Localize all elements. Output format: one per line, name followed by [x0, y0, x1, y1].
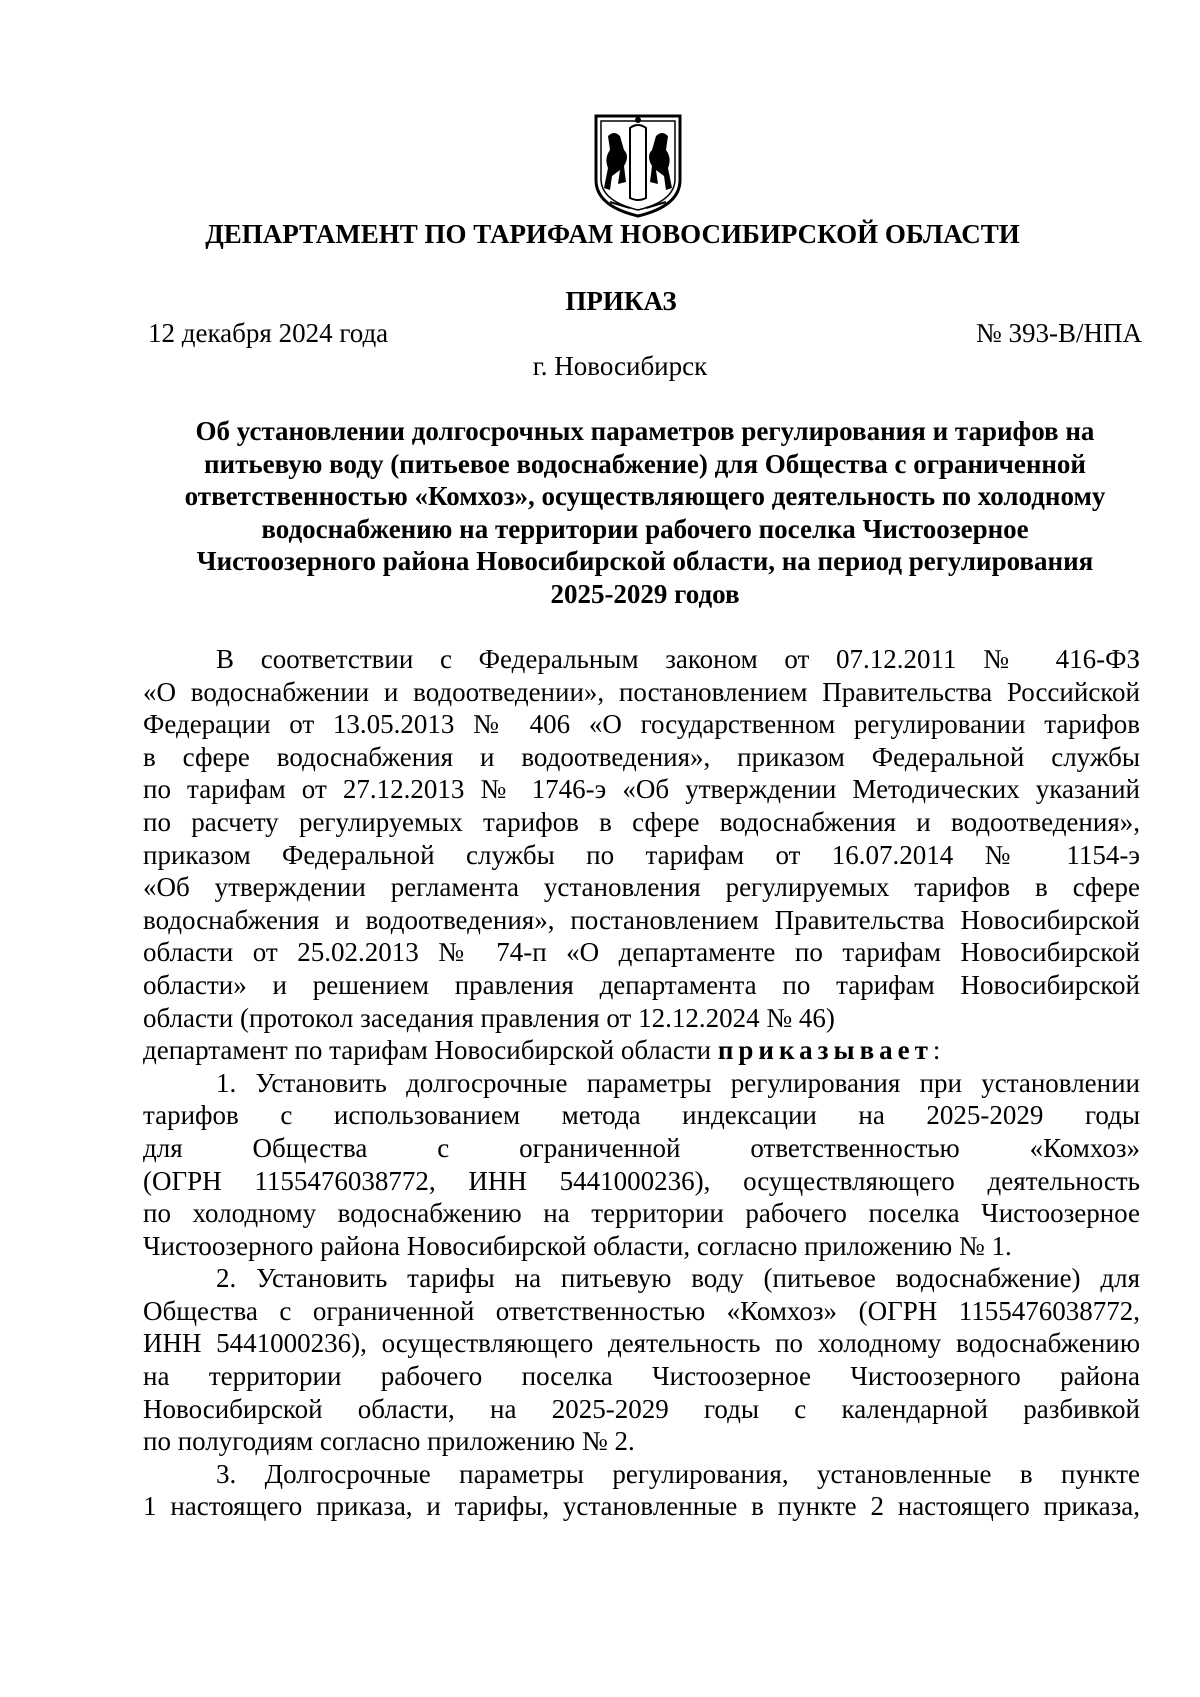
preamble-line: приказом Федеральной службы по тарифам от 16.07.2014 № 1154-э	[143, 839, 1140, 870]
preamble-line: области» и решением правления департамента по тарифам Новосибирской	[143, 969, 1140, 1000]
preamble-line: по тарифам от 27.12.2013 № 1746-э «Об утверждении Методических указаний	[143, 774, 1140, 805]
title-line: ответственностью «Комхоз», осуществляющего деятельность по холодному	[184, 481, 1106, 511]
document-type: ПРИКАЗ	[565, 286, 677, 316]
item1-line: (ОГРН 1155476038772, ИНН 5441000236), осуществляющего деятельность	[143, 1165, 1140, 1196]
item3-line: 3. Долгосрочные параметры регулирования, установленные в пункте	[216, 1458, 1140, 1489]
preamble-line: В соответствии с Федеральным законом от 07.12.2011 № 416-ФЗ	[216, 644, 1140, 674]
item2-line: Новосибирской области, на 2025-2029 годы с календарной разбивкой	[143, 1393, 1140, 1424]
item1-line: тарифов с использованием метода индексации на 2025-2029 годы	[143, 1100, 1140, 1131]
item2-line: 2. Установить тарифы на питьевую воду (питьевое водоснабжение) для	[216, 1263, 1140, 1294]
department-name: ДЕПАРТАМЕНТ ПО ТАРИФАМ НОВОСИБИРСКОЙ ОБЛАСТИ	[205, 219, 1020, 249]
order-number: № 393-В/НПА	[975, 318, 1142, 348]
order-date: 12 декабря 2024 года	[148, 318, 389, 348]
item2-line: на территории рабочего поселка Чистоозерное Чистоозерного района	[143, 1361, 1140, 1392]
title-line: водоснабжению на территории рабочего поселка Чистоозерное	[261, 513, 1029, 544]
orders-keyword: приказывает	[717, 1035, 933, 1066]
city: г. Новосибирск	[532, 351, 708, 381]
item1-line: Чистоозерного района Новосибирской области, согласно приложению № 1.	[143, 1230, 1012, 1261]
preamble-line: Федерации от 13.05.2013 № 406 «О государственном регулировании тарифов	[143, 709, 1140, 740]
orders-suffix: :	[932, 1035, 941, 1066]
item3-line: 1 настоящего приказа, и тарифы, установленные в пункте 2 настоящего приказа,	[143, 1491, 1140, 1522]
preamble-line: водоснабжения и водоотведения», постановлением Правительства Новосибирской	[143, 904, 1140, 935]
preamble-line: по расчету регулируемых тарифов в сфере водоснабжения и водоотведения»,	[143, 806, 1140, 837]
preamble-line: «Об утверждении регламента установления регулируемых тарифов в сфере	[143, 872, 1140, 903]
preamble-line: «О водоснабжении и водоотведении», постановлением Правительства Российской	[143, 676, 1140, 707]
order-body	[143, 643, 1140, 1523]
coat-of-arms-emblem	[590, 110, 686, 220]
orders-line	[143, 1034, 1140, 1067]
preamble-line: области (протокол заседания правления от 12.12.2024 № 46)	[143, 1002, 835, 1033]
item1-line: для Общества с ограниченной ответственностью «Комхоз»	[143, 1132, 1140, 1163]
order-title	[150, 415, 1140, 610]
item2-line: ИНН 5441000236), осуществляющего деятельность по холодному водоснабжению	[143, 1328, 1140, 1359]
orders-prefix: департамент по тарифам Новосибирской области	[143, 1035, 712, 1066]
title-line: Об установлении долгосрочных параметров регулирования и тарифов на	[195, 416, 1095, 446]
title-line: Чистоозерного района Новосибирской области, на период регулирования	[196, 546, 1094, 576]
preamble-line: в сфере водоснабжения и водоотведения», приказом Федеральной службы	[143, 741, 1140, 772]
title-line: 2025-2029 годов	[550, 578, 740, 609]
title-line: питьевую воду (питьевое водоснабжение) для Общества с ограниченной	[203, 448, 1086, 479]
item1-line: по холодному водоснабжению на территории рабочего поселка Чистоозерное	[143, 1198, 1140, 1229]
item2-line: Общества с ограниченной ответственностью «Комхоз» (ОГРН 1155476038772,	[143, 1295, 1140, 1326]
preamble-line: области от 25.02.2013 № 74-п «О департаменте по тарифам Новосибирской	[143, 937, 1140, 968]
item2-line: по полугодиям согласно приложению № 2.	[143, 1426, 635, 1457]
item1-line: 1. Установить долгосрочные параметры регулирования при установлении	[216, 1067, 1140, 1098]
